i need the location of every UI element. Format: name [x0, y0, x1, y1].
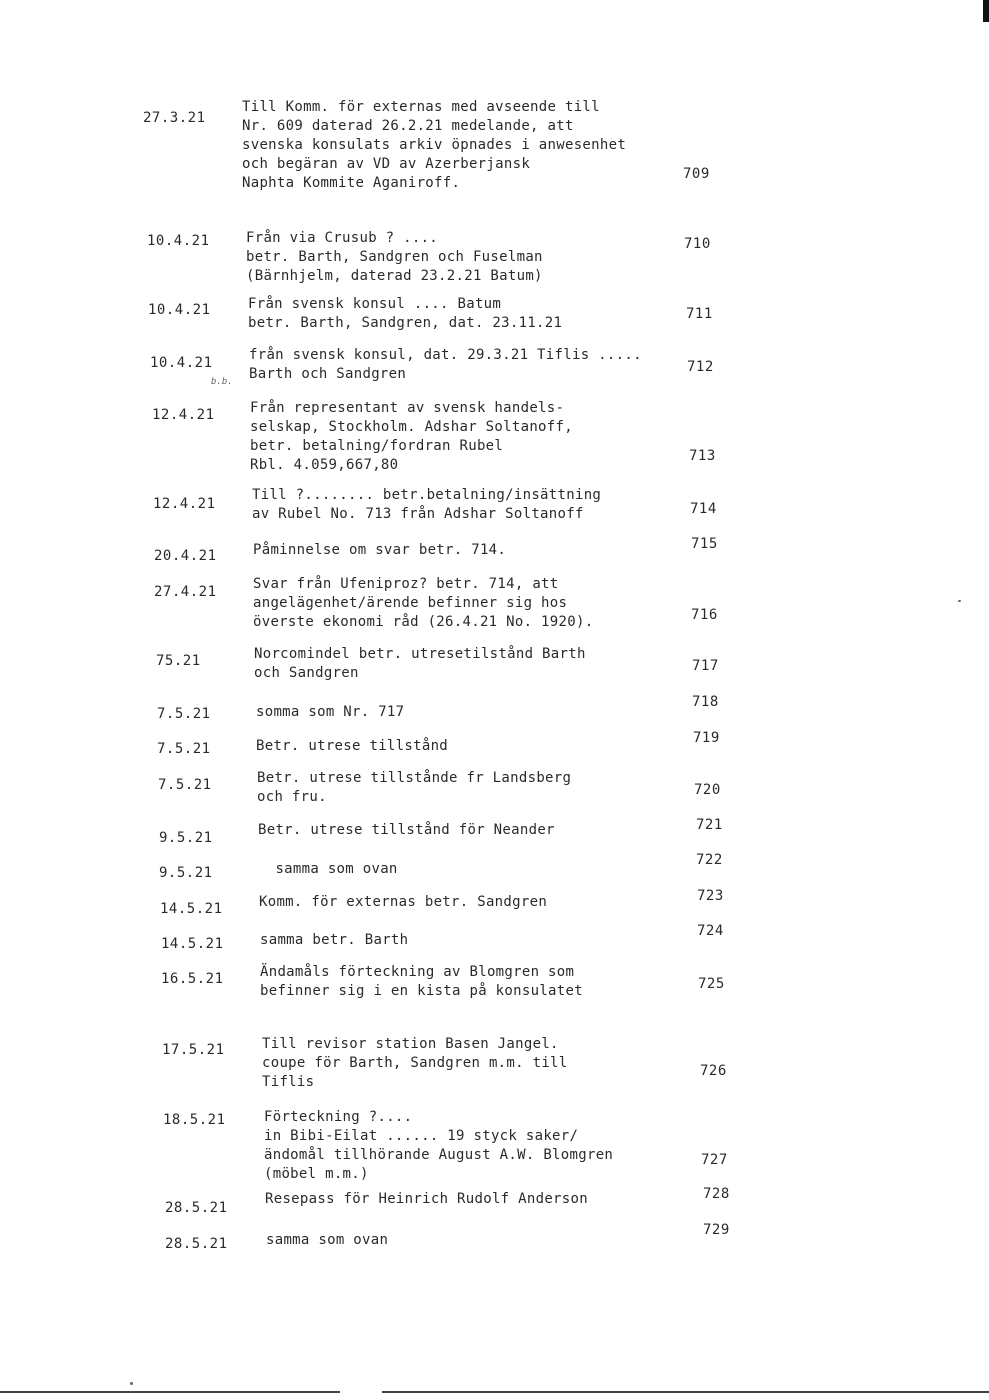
entry-text-line: Norcomindel betr. utresetilstånd Barth: [254, 646, 586, 662]
entry-text-line: samma som ovan: [266, 1232, 389, 1248]
entry-text-line: in Bibi-Eilat ...... 19 styck saker/: [264, 1128, 579, 1144]
entry-text-line: svenska konsulats arkiv öpnades i anwesenhet: [242, 137, 627, 153]
entry-text-line: Till Komm. för externas med avseende till: [242, 99, 600, 115]
entry-text-line: Till revisor station Basen Jangel.: [262, 1036, 559, 1052]
entry-text-line: Barth och Sandgren: [249, 366, 407, 382]
entry-text-line: betr. Barth, Sandgren, dat. 23.11.21: [248, 315, 563, 331]
entry-text-line: Betr. utrese tillstånd för Neander: [258, 822, 555, 838]
entry-text-line: Påminnelse om svar betr. 714.: [253, 542, 507, 558]
entry-text-line: (möbel m.m.): [264, 1166, 369, 1182]
entry-text-line: Förteckning ?....: [264, 1109, 413, 1125]
entry-text-line: Resepass för Heinrich Rudolf Anderson: [265, 1191, 588, 1207]
entry-text-line: angelägenhet/ärende befinner sig hos: [253, 595, 568, 611]
entry-text-line: och fru.: [257, 789, 327, 805]
entry-text-line: överste ekonomi råd (26.4.21 No. 1920).: [253, 614, 594, 630]
entry-number: 721: [696, 817, 723, 833]
entry-date: 18.5.21: [163, 1112, 226, 1128]
entry-date: 7.5.21: [157, 741, 211, 757]
entry-text-line: Tiflis: [262, 1074, 315, 1090]
entry-text-line: (Bärnhjelm, daterad 23.2.21 Batum): [246, 268, 543, 284]
entry-text-line: Från via Crusub ? ....: [246, 230, 439, 246]
entry-number: 714: [690, 501, 717, 517]
entry-date: 27.4.21: [154, 584, 217, 600]
entry-text-line: Från svensk konsul .... Batum: [248, 296, 502, 312]
entry-text-line: av Rubel No. 713 från Adshar Soltanoff: [252, 506, 584, 522]
entry-text-line: och begäran av VD av Azerberjansk: [242, 156, 531, 172]
entry-number: 727: [701, 1152, 728, 1168]
scan-corner-mark: [983, 0, 989, 22]
margin-note: b.b.: [211, 377, 233, 387]
entry-text-line: Betr. utrese tillstånd: [256, 738, 449, 754]
entry-text-line: coupe för Barth, Sandgren m.m. till: [262, 1055, 568, 1071]
entry-number: 720: [694, 782, 721, 798]
entry-text-line: befinner sig i en kista på konsulatet: [260, 983, 583, 999]
entry-text-line: Nr. 609 daterad 26.2.21 medelande, att: [242, 118, 574, 134]
entry-text-line: Rbl. 4.059,667,80: [250, 457, 399, 473]
entry-date: 7.5.21: [157, 706, 211, 722]
entry-text-line: selskap, Stockholm. Adshar Soltanoff,: [250, 419, 573, 435]
entry-date: 10.4.21: [150, 355, 213, 371]
entry-date: 75.21: [156, 653, 201, 669]
entry-date: 27.3.21: [143, 110, 206, 126]
entry-date: 28.5.21: [165, 1200, 228, 1216]
entry-number: 716: [691, 607, 718, 623]
entry-date: 16.5.21: [161, 971, 224, 987]
scan-speck: [958, 600, 961, 602]
entry-number: 728: [703, 1186, 730, 1202]
entry-date: 12.4.21: [153, 496, 216, 512]
entry-text-line: Svar från Ufeniproz? betr. 714, att: [253, 576, 559, 592]
scan-speck: [130, 1382, 133, 1385]
entry-text-line: och Sandgren: [254, 665, 359, 681]
entry-text-line: Från representant av svensk handels-: [250, 400, 565, 416]
entry-date: 14.5.21: [161, 936, 224, 952]
entry-number: 718: [692, 694, 719, 710]
entry-text-line: somma som Nr. 717: [256, 704, 405, 720]
entry-number: 719: [693, 730, 720, 746]
entry-number: 729: [703, 1222, 730, 1238]
entry-number: 709: [683, 166, 710, 182]
entry-text-line: Komm. för externas betr. Sandgren: [259, 894, 548, 910]
entry-text-line: betr. betalning/fordran Rubel: [250, 438, 504, 454]
entry-number: 715: [691, 536, 718, 552]
scan-bottom-line-left: [0, 1391, 340, 1393]
scan-bottom-line-right: [382, 1391, 989, 1393]
entry-number: 710: [684, 236, 711, 252]
entry-text-line: Betr. utrese tillstånde fr Landsberg: [257, 770, 572, 786]
entry-date: 9.5.21: [159, 865, 213, 881]
entry-date: 10.4.21: [148, 302, 211, 318]
entry-date: 7.5.21: [158, 777, 212, 793]
entry-text-line: betr. Barth, Sandgren och Fuselman: [246, 249, 543, 265]
entry-number: 717: [692, 658, 719, 674]
entry-text-line: Till ?........ betr.betalning/insättning: [252, 487, 602, 503]
entry-text-line: från svensk konsul, dat. 29.3.21 Tiflis .....: [249, 347, 642, 363]
entry-number: 725: [698, 976, 725, 992]
entry-text-line: Naphta Kommite Aganiroff.: [242, 175, 461, 191]
entry-date: 12.4.21: [152, 407, 215, 423]
entry-date: 20.4.21: [154, 548, 217, 564]
entry-text-line: ändomål tillhörande August A.W. Blomgren: [264, 1147, 614, 1163]
entry-date: 17.5.21: [162, 1042, 225, 1058]
entry-date: 14.5.21: [160, 901, 223, 917]
entry-date: 28.5.21: [165, 1236, 228, 1252]
entry-number: 713: [689, 448, 716, 464]
entry-number: 711: [686, 306, 713, 322]
entry-date: 10.4.21: [147, 233, 210, 249]
entry-number: 724: [697, 923, 724, 939]
entry-text-line: Ändamåls förteckning av Blomgren som: [260, 964, 575, 980]
entry-number: 726: [700, 1063, 727, 1079]
entry-number: 722: [696, 852, 723, 868]
entry-date: 9.5.21: [159, 830, 213, 846]
entry-number: 723: [697, 888, 724, 904]
entry-text-line: samma betr. Barth: [260, 932, 409, 948]
entry-number: 712: [687, 359, 714, 375]
entry-text-line: samma som ovan: [258, 861, 398, 877]
